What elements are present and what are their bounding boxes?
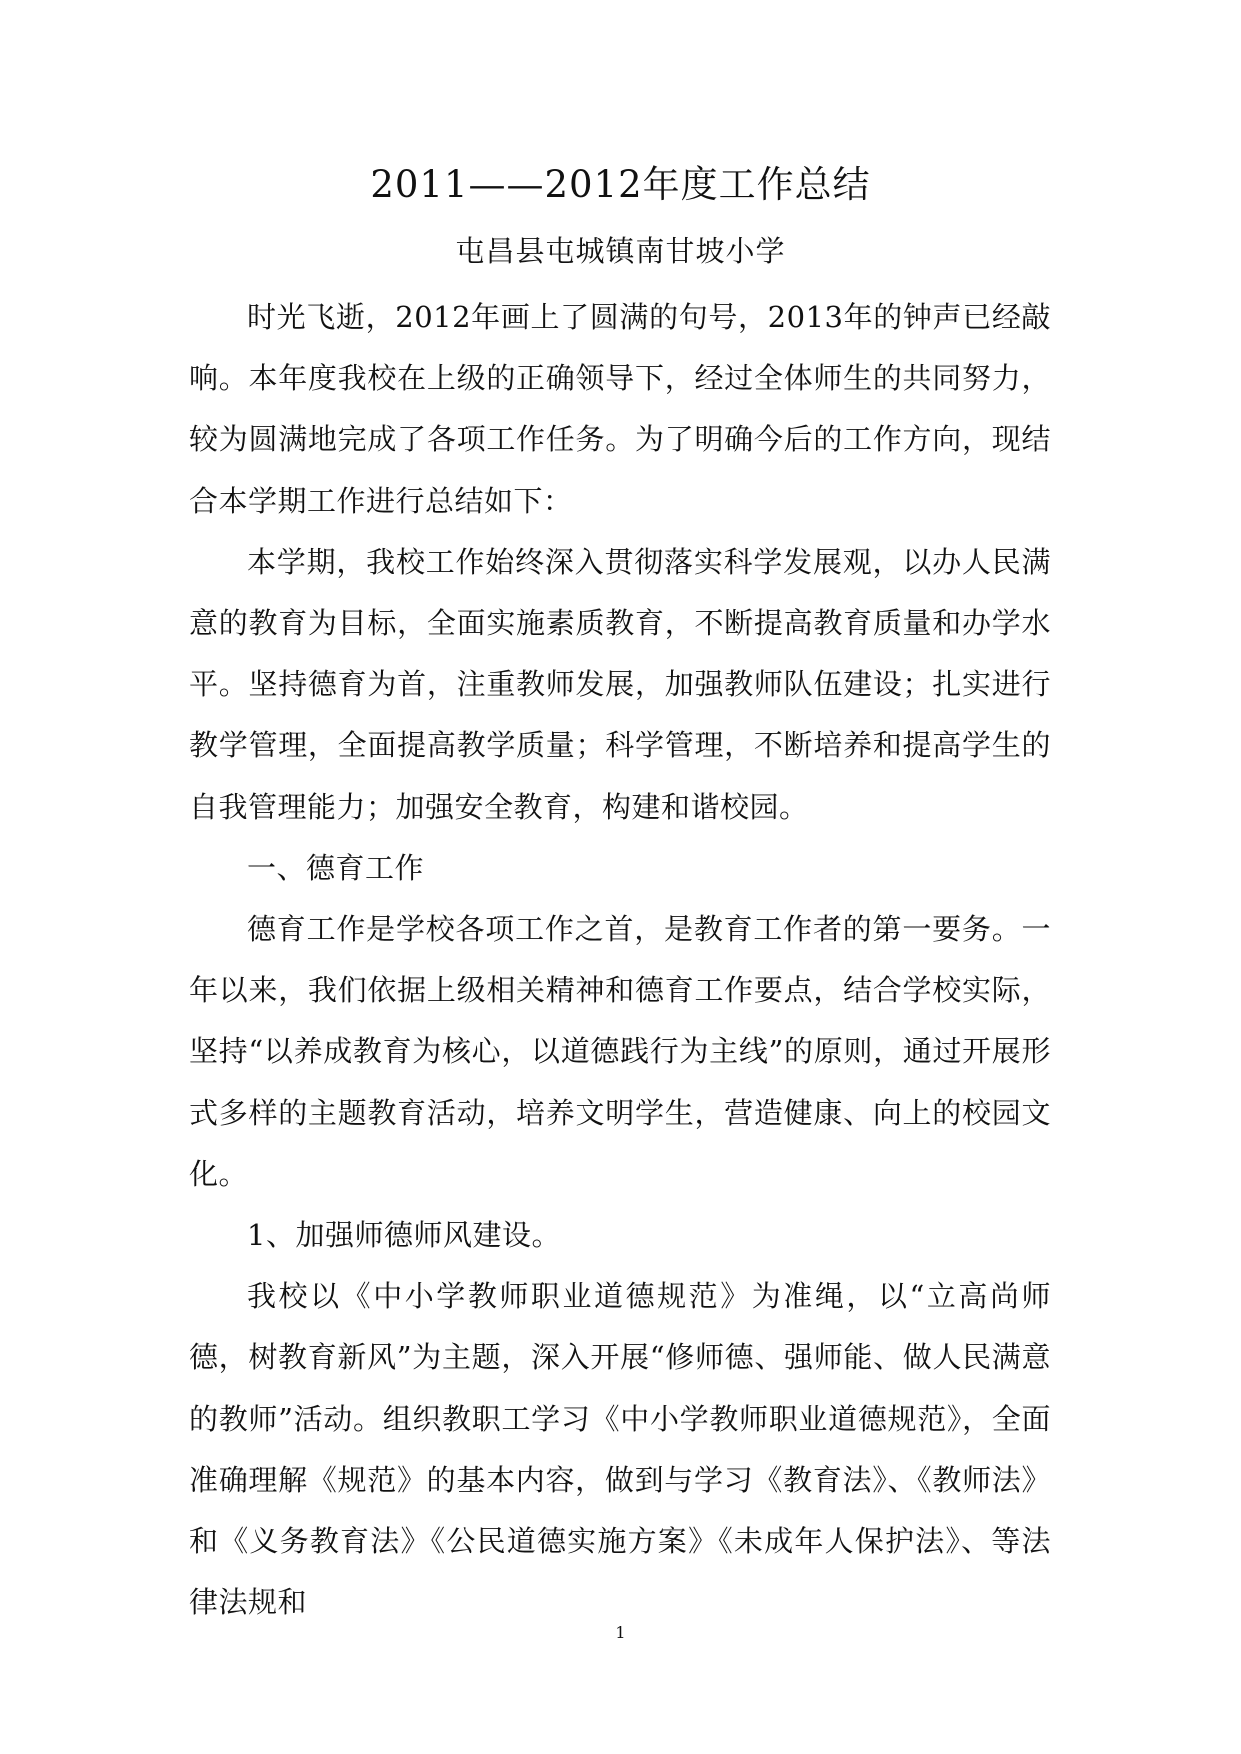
section-heading-moral-education: 一、德育工作	[247, 850, 425, 885]
paragraph-overview: 本学期，我校工作始终深入贯彻落实科学发展观，以办人民满意的教育为目标，全面实施素质教育，不断提高教育质量和办学水平。坚持德育为首，注重教师发展，加强教师队伍建设；扎实进行教学管理，全面提高教学质量；科学管理，不断培养和提高学生的自我管理能力；加强安全教育，构建和谐校园。	[189, 544, 1051, 824]
page-number: 1	[615, 1623, 626, 1642]
paragraph-intro: 时光飞逝，2012年画上了圆满的句号，2013年的钟声已经敲响。本年度我校在上级的正确领导下，经过全体师生的共同努力，较为圆满地完成了各项工作任务。为了明确今后的工作方向，现结合本学期工作进行总结如下：	[189, 300, 1051, 518]
school-name: 屯昌县屯城镇南甘坡小学	[455, 234, 786, 268]
paragraph-teacher-ethics: 我校以《中小学教师职业道德规范》为准绳，以“立高尚师德，树教育新风”为主题，深入开展“修师德、强师能、做人民满意的教师”活动。组织教职工学习《中小学教师职业道德规范》，全面准确理解《规范》的基本内容，做到与学习《教育法》、《教师法》和《义务教育法》《公民道德实施方案》《未成年人保护法》、等法律法规和	[189, 1279, 1051, 1620]
document-body	[189, 287, 1051, 1633]
paragraph-moral-education: 德育工作是学校各项工作之首，是教育工作者的第一要务。一年以来，我们依据上级相关精神和德育工作要点，结合学校实际，坚持“以养成教育为核心，以道德践行为主线”的原则，通过开展形式多样的主题教育活动，培养文明学生，营造健康、向上的校园文化。	[189, 912, 1051, 1191]
document-title: 2011——2012年度工作总结	[370, 163, 871, 206]
subsection-heading-teacher-ethics: 1、加强师德师风建设。	[247, 1218, 561, 1253]
